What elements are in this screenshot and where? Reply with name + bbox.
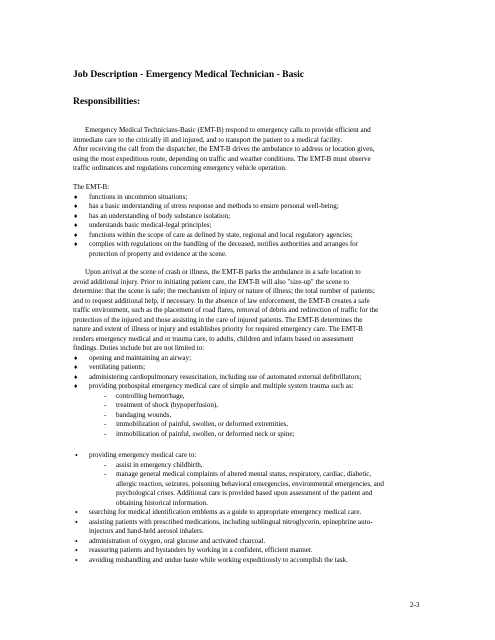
duty-item: administering cardiopulmonary resuscitation, including use of automated external defibrillators; — [89, 372, 362, 381]
emt-b-item-continued: protection of property and evidence at the scene. — [89, 249, 227, 258]
document-title: Job Description - Emergency Medical Technician - Basic — [73, 69, 305, 80]
care-item: providing emergency medical care to: — [89, 451, 197, 459]
dot-bullet-icon: • — [75, 517, 78, 527]
intro-line: Emergency Medical Technicians-Basic (EMT-B) respond to emergency calls to provide efficient and — [85, 126, 371, 134]
emt-b-item: has a basic understanding of stress response and methods to ensure personal well-being; — [89, 202, 339, 210]
diamond-bullet-icon: ♦ — [74, 241, 78, 248]
intro-line: using the most expeditious route, depending on traffic and weather conditions. The EMT-B must observe — [73, 154, 371, 163]
emt-b-item: has an understanding of body substance isolation; — [89, 211, 231, 220]
diamond-bullet-icon: ♦ — [74, 193, 78, 201]
arrival-line: renders emergency medical and or trauma care, to adults, children and infants based on assessment — [73, 334, 354, 343]
diamond-bullet-icon: ♦ — [74, 203, 78, 210]
emt-b-item: functions within the scope of care as defined by state, regional and local regulatory agencies; — [89, 230, 353, 239]
page-number: 2-3 — [410, 601, 420, 609]
dash-marker: - — [104, 429, 107, 438]
trauma-item: immobilization of painful, swollen, or deformed neck or spine; — [116, 429, 295, 438]
dot-bullet-icon: • — [75, 508, 78, 517]
diamond-bullet-icon: ♦ — [74, 354, 78, 362]
final-item: administration of oxygen, oral glucose and activated charcoal. — [89, 536, 266, 545]
emt-b-item: functions in uncommon situations; — [89, 192, 188, 201]
section-heading: Responsibilities: — [73, 96, 141, 107]
care-subitem: manage general medical complaints of altered mental status, respiratory, cardiac, diabetic, — [116, 470, 372, 478]
final-item: searching for medical identification emblems as a guide to appropriate emergency medical care. — [89, 508, 362, 516]
care-subitem-continued: psychological crises. Additional care is provided based upon assessment of the patient and — [116, 489, 373, 497]
diamond-bullet-icon: ♦ — [74, 212, 78, 220]
duty-item: ventilating patients; — [89, 363, 146, 371]
trauma-item: bandaging wounds, — [116, 410, 172, 419]
arrival-line: determine: that the scene is safe; the mechanism of injury or nature of illness; the total number of patients; — [73, 287, 375, 295]
arrival-line: findings. Duties include but are not limited to: — [73, 344, 205, 352]
duty-item: opening and maintaining an airway; — [89, 353, 192, 362]
dash-marker: - — [104, 470, 107, 478]
emt-b-item: understands basic medical-legal principles; — [89, 221, 212, 229]
diamond-bullet-icon: ♦ — [74, 222, 78, 229]
trauma-item: controlling hemorrhage, — [116, 391, 185, 400]
arrival-line: Upon arrival at the scene of crash or illness, the EMT-B parks the ambulance in a safe location to — [85, 268, 361, 276]
final-item: reassuring patients and bystanders by working in a confident, efficient manner. — [89, 546, 313, 554]
dot-bullet-icon: • — [75, 536, 78, 546]
final-item: assisting patients with prescribed medications, including sublingual nitroglycerin, epinephrine auto- — [89, 517, 373, 526]
trauma-item: immobilization of painful, swollen, or deformed extremities, — [116, 420, 288, 428]
arrival-line: protection of the injured and those assisting in the care of injured patients. The EMT-B determines the — [73, 315, 363, 324]
care-subitem-continued: obtaining historical information. — [116, 498, 209, 507]
diamond-bullet-icon: ♦ — [74, 231, 78, 239]
care-subitem-continued: allergic reaction, seizures, poisoning behavioral emergencies, environmental emergencies, and — [116, 479, 384, 488]
intro-line: immediate care to the critically ill and injured, and to transport the patient to a medical facility. — [73, 135, 343, 144]
duty-item: providing prehospital emergency medical care of simple and multiple system trauma such as: — [89, 382, 354, 390]
final-item-continued: injectors and hand-held aerosol inhalers. — [89, 527, 204, 535]
dash-marker: - — [104, 401, 107, 409]
arrival-line: nature and extent of illness or injury and establishes priority for required emergency care. The EMT-B — [73, 325, 363, 333]
dot-bullet-icon: • — [75, 546, 78, 555]
diamond-bullet-icon: ♦ — [74, 364, 78, 371]
arrival-line: avoid additional injury. Prior to initiating patient care, the EMT-B will also "size-up" the scene to — [73, 277, 349, 286]
dot-bullet-icon: • — [75, 451, 78, 460]
care-subitem: assist in emergency childbirth, — [116, 460, 203, 469]
intro-line: After receiving the call from the dispatcher, the EMT-B drives the ambulance to address or location given, — [73, 145, 375, 153]
dash-marker: - — [104, 420, 107, 428]
emt-b-item: complies with regulations on the handling of the deceased, notifies authorities and arranges for — [89, 240, 359, 248]
dot-bullet-icon: • — [75, 555, 78, 565]
arrival-line: traffic environment, such as the placement of road flares, removal of debris and redirection of traffic for the — [73, 306, 379, 314]
final-item: avoiding mishandling and undue haste while working expeditiously to accomplish the task. — [89, 555, 348, 564]
emt-b-label: The EMT-B: — [73, 183, 110, 191]
dash-marker: - — [104, 460, 107, 469]
intro-line: traffic ordinances and regulations concerning emergency vehicle operation. — [73, 164, 287, 172]
arrival-line: and to request additional help, if necessary. In the absence of law enforcement, the EMT-B creates a safe — [73, 296, 370, 305]
diamond-bullet-icon: ♦ — [74, 383, 78, 390]
trauma-item: treatment of shock (hypoperfusion), — [116, 401, 219, 409]
dash-marker: - — [104, 391, 107, 400]
dash-marker: - — [104, 410, 107, 419]
diamond-bullet-icon: ♦ — [74, 373, 78, 381]
